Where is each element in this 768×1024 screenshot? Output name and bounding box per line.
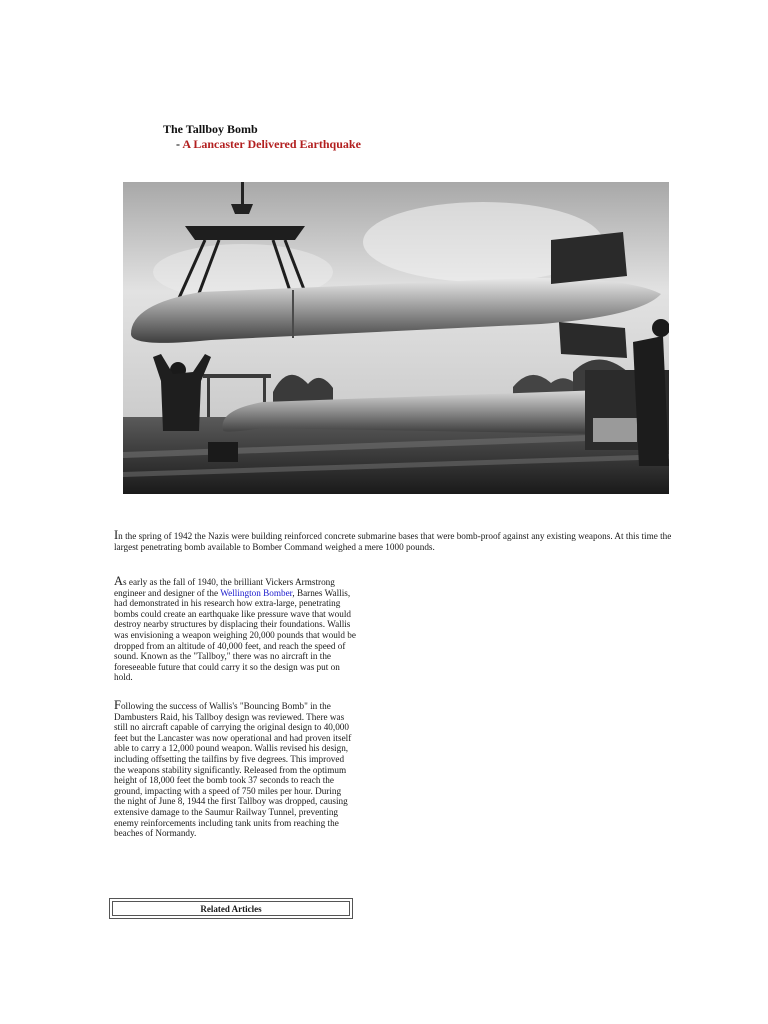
photo-illustration [123, 182, 669, 494]
worker-body [633, 336, 669, 466]
related-articles-label: Related Articles [200, 903, 262, 914]
related-articles-box[interactable] [109, 898, 353, 919]
tail-fin-upper [551, 232, 627, 284]
wellington-bomber-link[interactable]: Wellington Bomber [220, 587, 293, 598]
spreader-bar [185, 226, 305, 240]
related-articles-button[interactable] [112, 901, 350, 916]
frame-post [207, 378, 210, 418]
subtitle-prefix: - [176, 137, 183, 151]
article-heading [163, 122, 361, 152]
page-subtitle [163, 137, 361, 152]
following-dropcap: F [114, 698, 121, 712]
early-text-start: s early as the fall of 1940, the brilliant Vickers Armstrong engineer and designer of the [114, 577, 335, 598]
intro-text: n the spring of 1942 the Nazis were building reinforced concrete submarine bases that were bomb-proof against any existing weapons. At this time the largest penetrating bomb available to Bomber Command weighed a mere 1000 pounds. [114, 531, 672, 552]
early-dropcap: A [114, 574, 124, 588]
trolley [208, 442, 238, 462]
tail-fin-lower [559, 322, 627, 358]
intro-dropcap: I [114, 528, 119, 542]
lower-tail-box [593, 418, 637, 442]
following-paragraph [114, 700, 354, 839]
early-text-end: , Barnes Wallis, had demonstrated in his research how extra-large, penetrating bombs could create an earthquake like pressure wave that would destroy nearby structures by displacing their foundations. Wallis was envisioning a weapon weighing 20,000 pounds that would be dropped from an altitude of 40,000 feet, and reach the speed of sound. Known as the "Tallboy," there was no aircraft in the foreseeable future that could carry it so the design was put on hold. [114, 587, 356, 683]
early-paragraph [114, 576, 356, 683]
subtitle-text: A Lancaster Delivered Earthquake [182, 137, 361, 151]
intro-paragraph [114, 530, 674, 552]
tallboy-bomb-photo [123, 182, 669, 494]
frame-beam [203, 374, 271, 378]
page-title: The Tallboy Bomb [163, 122, 258, 136]
following-text: ollowing the success of Wallis's "Bouncing Bomb" in the Dambusters Raid, his Tallboy design was reviewed. There was still no aircraft capable of carrying the original design to 40,000 feet but the Lancaster was now operational and had proven itself able to carry a 12,000 pound weapon. Wallis revised his design, including offsetting the tailfins by five degrees. This improved the weapons stability significantly. Released from the optimum height of 18,000 feet the bomb took 37 seconds to reach the ground, impacting with a speed of 750 miles per hour. During the night of June 8, 1944 the first Tallboy was dropped, causing extensive damage to the Saumur Railway Tunnel, preventing enemy reinforcements including tank units from reaching the beaches of Normandy. [114, 701, 352, 839]
